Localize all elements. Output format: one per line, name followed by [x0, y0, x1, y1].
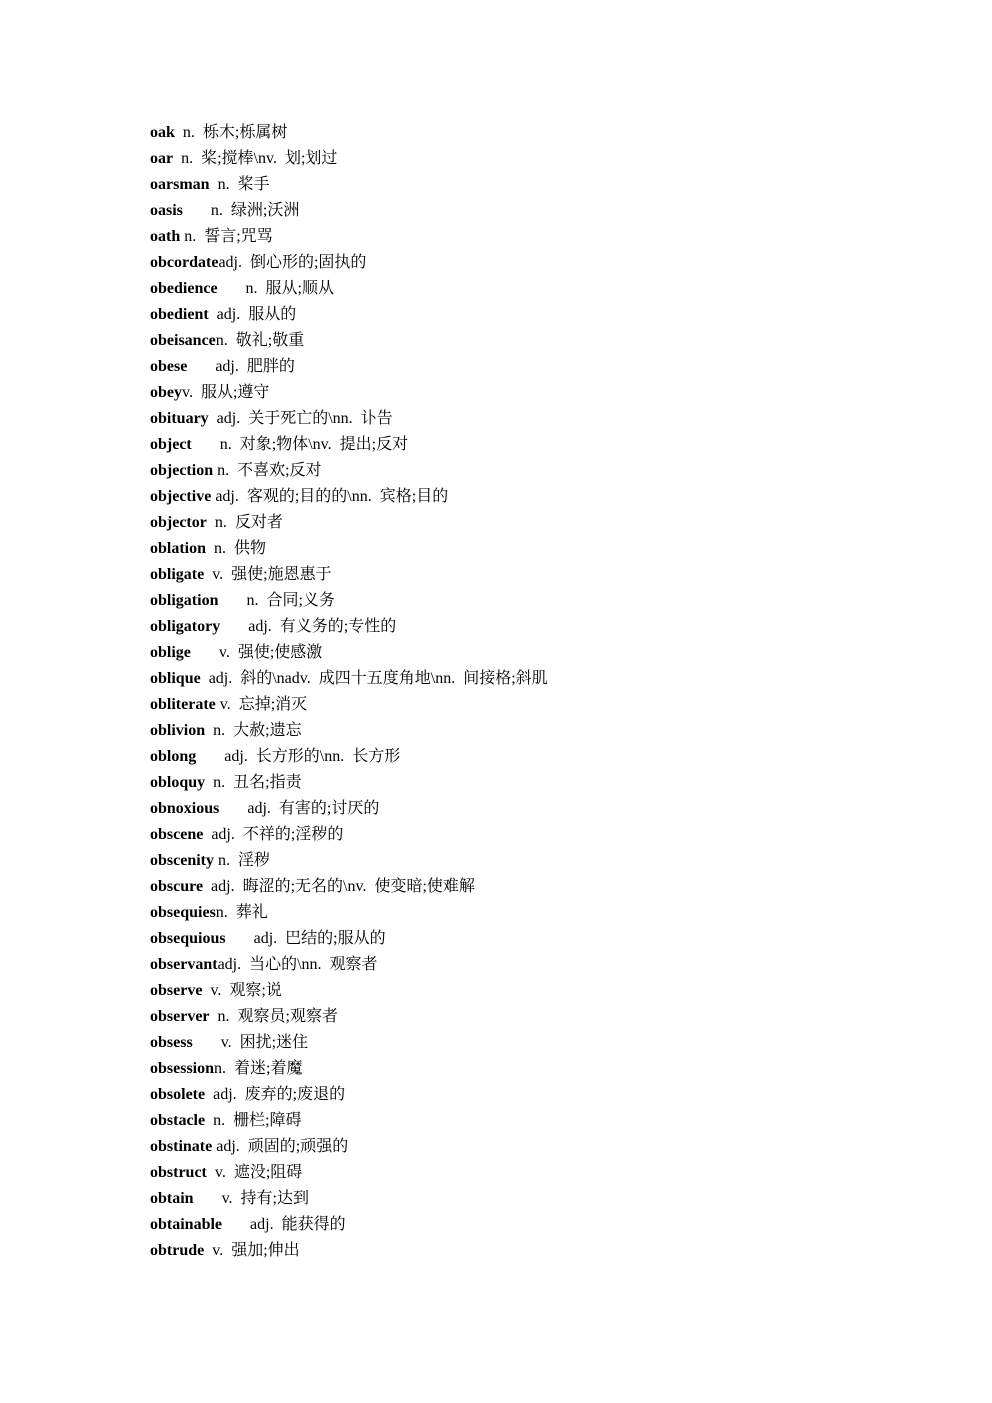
- entry-definition: n. 合同;义务: [218, 592, 335, 609]
- entry-definition: adj. 能获得的: [222, 1216, 346, 1233]
- list-item: [150, 1056, 950, 1082]
- list-item: [150, 1134, 950, 1160]
- list-item: [150, 822, 950, 848]
- entry-word: obloquy: [150, 774, 206, 791]
- entry-word: oblong: [150, 748, 197, 765]
- list-item: [150, 1108, 950, 1134]
- entry-word: obligation: [150, 592, 219, 609]
- entry-word: obsequious: [150, 930, 226, 947]
- entry-word: oblique: [150, 670, 201, 687]
- entry-word: obeisance: [150, 332, 216, 349]
- entry-definition: v. 困扰;迷住: [192, 1034, 309, 1051]
- list-item: [150, 926, 950, 952]
- entry-word: oar: [150, 150, 174, 167]
- entry-definition: n. 葬礼: [215, 904, 268, 921]
- list-item: [150, 614, 950, 640]
- entry-word: oak: [150, 124, 175, 141]
- entry-word: obnoxious: [150, 800, 220, 817]
- entry-word: observe: [150, 982, 203, 999]
- entry-definition: v. 强使;施恩惠于: [204, 566, 332, 583]
- entry-word: objection: [150, 462, 214, 479]
- list-item: [150, 484, 950, 510]
- list-item: [150, 432, 950, 458]
- list-item: [150, 770, 950, 796]
- list-item: [150, 848, 950, 874]
- list-item: [150, 328, 950, 354]
- list-item: [150, 536, 950, 562]
- entry-word: observant: [150, 956, 218, 973]
- entry-word: obsequies: [150, 904, 216, 921]
- entry-definition: n. 对象;物体\nv. 提出;反对: [191, 436, 409, 453]
- list-item: [150, 1186, 950, 1212]
- entry-definition: v. 忘掉;消灭: [215, 696, 308, 713]
- entry-definition: n. 誓言;咒骂: [180, 228, 273, 245]
- entry-definition: n. 淫秽: [214, 852, 271, 869]
- entry-definition: v. 强加;伸出: [204, 1242, 300, 1259]
- entry-definition: n. 着迷;着魔: [214, 1060, 303, 1077]
- entry-definition: adj. 有义务的;专性的: [220, 618, 397, 635]
- entry-definition: n. 桨手: [209, 176, 270, 193]
- list-item: [150, 146, 950, 172]
- entry-definition: v. 服从;遵守: [182, 384, 270, 401]
- entry-word: obstruct: [150, 1164, 207, 1181]
- list-item: [150, 1212, 950, 1238]
- entry-definition: adj. 废弃的;废退的: [205, 1086, 346, 1103]
- entry-word: obese: [150, 358, 188, 375]
- entry-word: obligatory: [150, 618, 221, 635]
- entry-definition: n. 敬礼;敬重: [215, 332, 305, 349]
- list-item: [150, 250, 950, 276]
- entry-word: obscure: [150, 878, 204, 895]
- entry-word: obedience: [150, 280, 218, 297]
- entry-word: oath: [150, 228, 181, 245]
- entry-definition: n. 栅栏;障碍: [205, 1112, 302, 1129]
- entry-word: obscene: [150, 826, 204, 843]
- list-item: [150, 562, 950, 588]
- entry-definition: v. 持有;达到: [193, 1190, 309, 1207]
- list-item: [150, 666, 950, 692]
- entry-word: obsess: [150, 1034, 193, 1051]
- list-item: [150, 952, 950, 978]
- list-item: [150, 302, 950, 328]
- entry-word: oblation: [150, 540, 207, 557]
- entry-definition: n. 供物: [206, 540, 267, 557]
- entry-definition: adj. 关于死亡的\nn. 讣告: [208, 410, 393, 427]
- list-item: [150, 796, 950, 822]
- entry-word: obsession: [150, 1060, 215, 1077]
- entry-definition: n. 栎木;栎属树: [174, 124, 288, 141]
- list-item: [150, 900, 950, 926]
- list-item: [150, 198, 950, 224]
- list-item: [150, 718, 950, 744]
- word-list: [150, 120, 950, 1264]
- entry-word: observer: [150, 1008, 210, 1025]
- entry-word: obstinate: [150, 1138, 213, 1155]
- list-item: [150, 1004, 950, 1030]
- entry-definition: adj. 倒心形的;固执的: [218, 254, 367, 271]
- entry-definition: adj. 顽固的;顽强的: [212, 1138, 349, 1155]
- entry-word: oasis: [150, 202, 183, 219]
- list-item: [150, 588, 950, 614]
- list-item: [150, 1082, 950, 1108]
- list-item: [150, 1160, 950, 1186]
- entry-word: oblige: [150, 644, 191, 661]
- entry-definition: v. 强使;使感激: [190, 644, 323, 661]
- list-item: [150, 458, 950, 484]
- entry-definition: adj. 当心的\nn. 观察者: [217, 956, 378, 973]
- entry-word: obituary: [150, 410, 209, 427]
- entry-definition: v. 遮没;阻碍: [206, 1164, 303, 1181]
- list-item: [150, 120, 950, 146]
- list-item: [150, 406, 950, 432]
- entry-word: obscenity: [150, 852, 214, 869]
- entry-definition: n. 服从;顺从: [217, 280, 334, 297]
- entry-definition: n. 桨;搅棒\nv. 划;划过: [173, 150, 338, 167]
- entry-definition: n. 大赦;遗忘: [205, 722, 302, 739]
- entry-word: obliterate: [150, 696, 216, 713]
- entry-definition: adj. 肥胖的: [187, 358, 295, 375]
- entry-word: oblivion: [150, 722, 206, 739]
- list-item: [150, 874, 950, 900]
- list-item: [150, 744, 950, 770]
- entry-definition: adj. 不祥的;淫秽的: [203, 826, 344, 843]
- entry-definition: n. 观察员;观察者: [209, 1008, 338, 1025]
- list-item: [150, 1030, 950, 1056]
- entry-definition: adj. 巴结的;服从的: [225, 930, 386, 947]
- entry-definition: adj. 服从的: [208, 306, 297, 323]
- entry-word: obey: [150, 384, 182, 401]
- entry-definition: adj. 客观的;目的的\nn. 宾格;目的: [211, 488, 449, 505]
- entry-word: object: [150, 436, 192, 453]
- entry-word: obligate: [150, 566, 205, 583]
- entry-word: objector: [150, 514, 207, 531]
- list-item: [150, 510, 950, 536]
- entry-word: oarsman: [150, 176, 210, 193]
- list-item: [150, 224, 950, 250]
- list-item: [150, 172, 950, 198]
- entry-word: obsolete: [150, 1086, 206, 1103]
- list-item: [150, 978, 950, 1004]
- entry-definition: adj. 斜的\nadv. 成四十五度角地\nn. 间接格;斜肌: [200, 670, 548, 687]
- list-item: [150, 354, 950, 380]
- entry-definition: n. 丑名;指责: [205, 774, 302, 791]
- entry-definition: adj. 有害的;讨厌的: [219, 800, 380, 817]
- entry-word: obcordate: [150, 254, 219, 271]
- list-item: [150, 1238, 950, 1264]
- entry-word: obedient: [150, 306, 209, 323]
- entry-word: objective: [150, 488, 212, 505]
- entry-definition: n. 不喜欢;反对: [213, 462, 322, 479]
- entry-word: obtain: [150, 1190, 194, 1207]
- entry-definition: adj. 晦涩的;无名的\nv. 使变暗;使难解: [203, 878, 475, 895]
- entry-definition: v. 观察;说: [202, 982, 282, 999]
- entry-definition: n. 绿洲;沃洲: [182, 202, 300, 219]
- entry-word: obtainable: [150, 1216, 223, 1233]
- entry-definition: adj. 长方形的\nn. 长方形: [196, 748, 401, 765]
- list-item: [150, 276, 950, 302]
- entry-word: obstacle: [150, 1112, 206, 1129]
- entry-definition: n. 反对者: [206, 514, 283, 531]
- entry-word: obtrude: [150, 1242, 205, 1259]
- list-item: [150, 380, 950, 406]
- list-item: [150, 640, 950, 666]
- list-item: [150, 692, 950, 718]
